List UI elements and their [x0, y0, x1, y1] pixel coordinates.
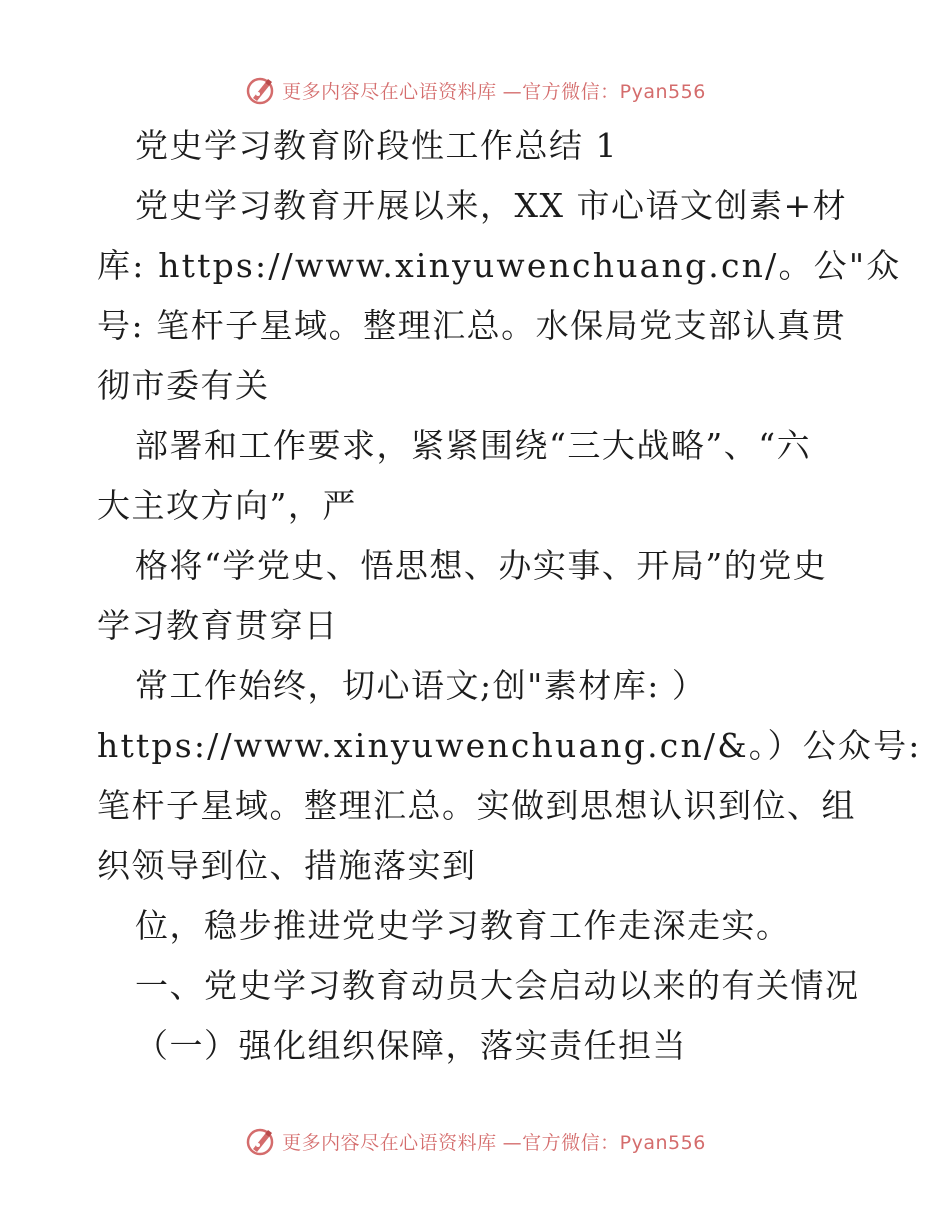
- watermark-brand: 更多内容尽在心语资料库: [282, 80, 497, 103]
- paragraph-line: 部署和工作要求，紧紧围绕“三大战略”、“六: [135, 426, 812, 465]
- document-body: [97, 116, 922, 1076]
- paragraph-line: 位，稳步推进党史学习教育工作走深走实。: [135, 906, 791, 945]
- watermark-official: —官方微信：Pyan556: [502, 80, 706, 103]
- watermark-brand: 更多内容尽在心语资料库: [282, 1131, 497, 1154]
- document-title: 党史学习教育阶段性工作总结 1: [135, 126, 618, 165]
- paragraph-line: 党史学习教育开展以来，XX 市心语文创素+材: [135, 186, 848, 225]
- watermark-official: —官方微信：Pyan556: [502, 1131, 706, 1154]
- section-heading: 一、党史学习教育动员大会启动以来的有关情况: [135, 966, 860, 1005]
- paragraph-line: 织领导到位、措施落实到: [97, 846, 477, 885]
- paragraph-line: 常工作始终，切心语文;创"素材库: ）: [135, 666, 707, 705]
- paragraph-line: 学习教育贯穿日: [97, 606, 339, 645]
- paragraph-line: 格将“学党史、悟思想、办实事、开局”的党史: [135, 546, 828, 585]
- paragraph-line: 号: 笔杆子星域。整理汇总。水保局党支部认真贯: [97, 306, 847, 345]
- paragraph-line: 库: https://www.xinyuwenchuang.cn/。公"众: [97, 246, 902, 285]
- pen-nib-circle-icon: [244, 74, 276, 106]
- paragraph-line: 大主攻方向”，严: [97, 486, 357, 525]
- paragraph-line: 彻市委有关: [97, 366, 270, 405]
- pen-nib-circle-icon: [244, 1125, 276, 1157]
- footer-watermark: [0, 1121, 950, 1161]
- paragraph-line: https://www.xinyuwenchuang.cn/&。）公众号:: [97, 726, 922, 765]
- header-watermark: [0, 70, 950, 110]
- subsection-heading: （一）强化组织保障，落实责任担当: [135, 1026, 687, 1065]
- paragraph-line: 笔杆子星域。整理汇总。实做到思想认识到位、组: [97, 786, 856, 825]
